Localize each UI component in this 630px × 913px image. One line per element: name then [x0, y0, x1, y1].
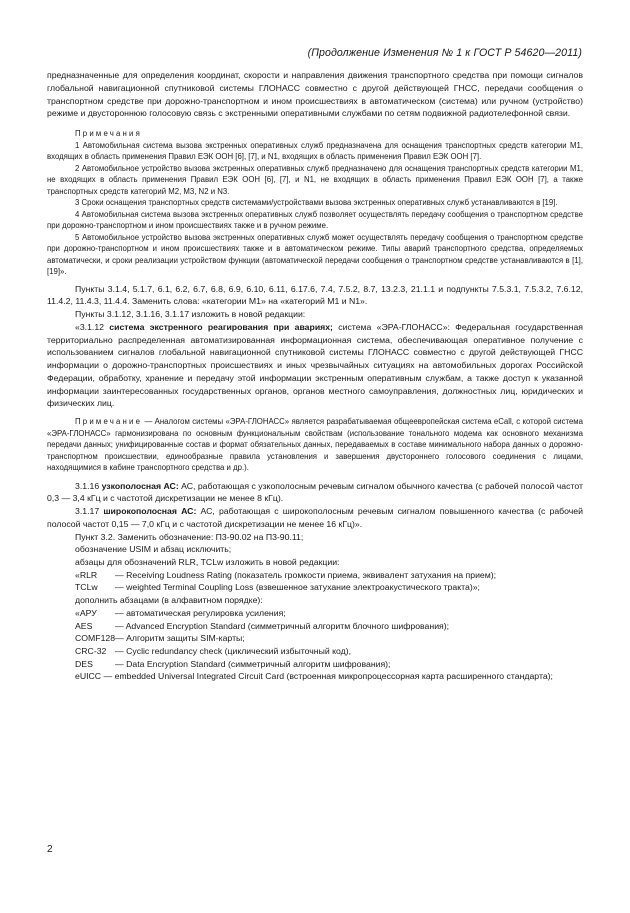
definition-term: широкополосная АС:: [103, 506, 197, 516]
page-number: 2: [47, 844, 53, 855]
note-item: 3 Сроки оснащения транспортных средств системами/устройствами вызова экстренных оперативных служб устанавливаются в [19].: [75, 198, 558, 207]
abbreviation-key: DES: [75, 658, 93, 669]
abbreviation-key: CRC-32: [75, 646, 107, 657]
note-item: 2 Автомобильное устройство вызова экстренных оперативных служб предназначено для оснащения транспортных средств категории M1, не входящих в область применения Правил ЕЭК ООН [6], [7], и N1, не входящих в область применения Правил ЕЭК ООН [7], а также транспортных средств категорий M2, M3, N2 и N3.: [47, 163, 583, 196]
abbreviation-row: [47, 645, 583, 658]
abbreviation-row: [47, 607, 583, 620]
definition-3-1-12: [47, 321, 583, 410]
abbreviation-definition: — Data Encryption Standard (симметричный алгоритм шифрования);: [115, 658, 391, 669]
definition-term: узкополосная АС:: [101, 480, 179, 491]
abbreviation-key: «АРУ: [75, 607, 97, 618]
abbreviation-definition: — Receiving Loudness Rating (показатель громкости приема, эквивалент затухания на прием);: [115, 569, 497, 580]
abbreviation-definition: — автоматическая регулировка усиления;: [115, 607, 286, 618]
usim-paragraph: обозначение USIM и абзац исключить;: [75, 544, 232, 555]
note-item: 5 Автомобильное устройство вызова экстренных оперативных служб может осуществлять передачу сообщения о транспортном средстве при дорожно-транспортном и ином происшествиях также и в автоматическом режиме. Типы аварий транспортного средства, определяемых автоматически, и сроки реализации устройством функции (автоматической передачи сообщения о транспортном средстве устанавливаются в [1], [19]».: [47, 232, 583, 276]
item-3-2: Пункт 3.2. Заменить обозначение: П3-90.02 на П3-90.11;: [75, 531, 304, 542]
notes-block: [47, 128, 583, 278]
definition-text: система «ЭРА-ГЛОНАСС»: Федеральная государственная территориально распределенная автоматизированная информационная система, обеспечивающая оперативное получение с использованием сигналов глобальной навигационной спутниковой системы ГЛОНАСС совместно с другой действующей ГНСС информации о дорожно-транспортных происшествиях и иных чрезвычайных ситуациях на автомобильных дорогах Российской Федерации, обработку, хранение и передачу этой информации экстренным оперативным службам, а также доступ к указанной информации заинтересованных государственных органов, органов местного самоуправления, должностных лиц, юридических и физических лиц.: [47, 321, 584, 409]
abbreviation-row: [47, 658, 583, 671]
note-item: 1 Автомобильная система вызова экстренных оперативных служб предназначена для оснащения транспортных средств категории M1, входящих в область применения Правил ЕЭК ООН [6], [7], и N1, входящих в область применения Правил ЕЭК ООН [7].: [47, 140, 583, 161]
definition-lead: 3.1.17: [75, 506, 104, 516]
abbreviation-definition: — weighted Terminal Coupling Loss (взвешенное затухание электроакустического тракта)»;: [115, 582, 480, 593]
abbreviation-row: [47, 581, 583, 594]
euicc-paragraph: eUICC — embedded Universal Integrated Circuit Card (встроенная микропроцессорная карта расширенного стандарта);: [75, 671, 553, 682]
definition-lead: «3.1.12: [75, 321, 110, 332]
abbreviation-definition: — Алгоритм защиты SIM-карты;: [115, 633, 245, 644]
note-ecall: [47, 416, 583, 474]
add-intro-paragraph: дополнить абзацами (в алфавитном порядке):: [75, 595, 263, 606]
note-label: Примечание: [75, 417, 143, 426]
definition-lead: 3.1.16: [75, 480, 102, 491]
definition-3-1-16: [47, 480, 583, 506]
intro-paragraph: предназначенные для определения координат, скорости и направления движения транспортного средства при помощи сигналов глобальной навигационной спутниковой системы ГЛОНАСС совместно с другой действующей ГНСС, передачи сообщения о транспортном средстве при дорожно-транспортном и ином происшествиях в автоматическом (система) или ручном (устройство) режиме и двустороннюю голосовую связь с экстренными оперативными службами по сетям подвижной радиотелефонной связи.: [47, 70, 583, 119]
definitions-block: [47, 480, 583, 684]
abbreviation-row: [47, 632, 583, 645]
points-replace-paragraph: Пункты 3.1.4, 5.1.7, 6.1, 6.2, 6.7, 6.8, 6.9, 6.10, 6.11, 6.17.6, 7.4, 7.5.2, 8.7, 13.2.3, 21.1.1 и подпункты 7.5.3.1, 7.5.3.2, 7.6.12, 11.4.2, 11.4.3, 11.4.4. Заменить слова: «категории M1» на «категорий M1 и N1».: [47, 283, 583, 307]
running-header: (Продолжение Изменения № 1 к ГОСТ Р 54620—2011): [307, 47, 582, 59]
note-text: — Аналогом системы «ЭРА-ГЛОНАСС» является разрабатываемая общеевропейская система eCall, с которой система «ЭРА-ГЛОНАСС» гармонизирована по основным функциональным свойствам (использование тонального модема как основного механизма передачи данных; унифицированные состав и формат обязательных данных, передаваемых в составе минимального набора данных о дорожно-транспортном происшествии, единообразные правила установления и завершения двустороннего голосового соединения с лицами, находящимися в кабине транспортного средства и др.).: [47, 417, 583, 472]
definition-term: система экстренного реагирования при авариях;: [109, 321, 333, 332]
abbreviation-row: [47, 620, 583, 633]
abbreviation-definition: — Cyclic redundancy check (циклический избыточный код),: [115, 646, 351, 657]
abbreviation-definition: — Advanced Encryption Standard (симметричный алгоритм блочного шифрования);: [115, 620, 450, 631]
abbreviation-key: TCLw: [75, 582, 98, 593]
abbreviation-row: [47, 569, 583, 582]
abbreviation-key: COMF128: [75, 633, 116, 644]
points-new-edition-paragraph: Пункты 3.1.12, 3.1.16, 3.1.17 изложить в новой редакции:: [75, 309, 306, 319]
rlr-intro-paragraph: абзацы для обозначений RLR, TCLw изложить в новой редакции:: [75, 557, 340, 567]
definition-text: АС, работающая с широкополосным речевым сигналом повышенного качества (с рабочей полосой частот 0,15 — 7,0 кГц и с частотой дискретизации не менее 16 кГц)».: [47, 506, 583, 529]
abbreviation-key: «RLR: [75, 569, 98, 580]
abbreviation-key: AES: [75, 620, 93, 631]
definition-3-1-17: [47, 505, 583, 531]
definition-text: АС, работающая с узкополосным речевым сигналом обычного качества (с рабочей полосой частот 0,3 — 3,4 кГц и с частотой дискретизации не менее 8 кГц).: [47, 480, 583, 504]
notes-title: Примечания: [75, 129, 143, 138]
note-item: 4 Автомобильная система вызова экстренных оперативных служб позволяет осуществлять передачу сообщения о транспортном средстве при дорожно-транспортном и ином происшествиях также и в ручном режиме.: [47, 209, 583, 230]
document-body: [47, 69, 583, 683]
